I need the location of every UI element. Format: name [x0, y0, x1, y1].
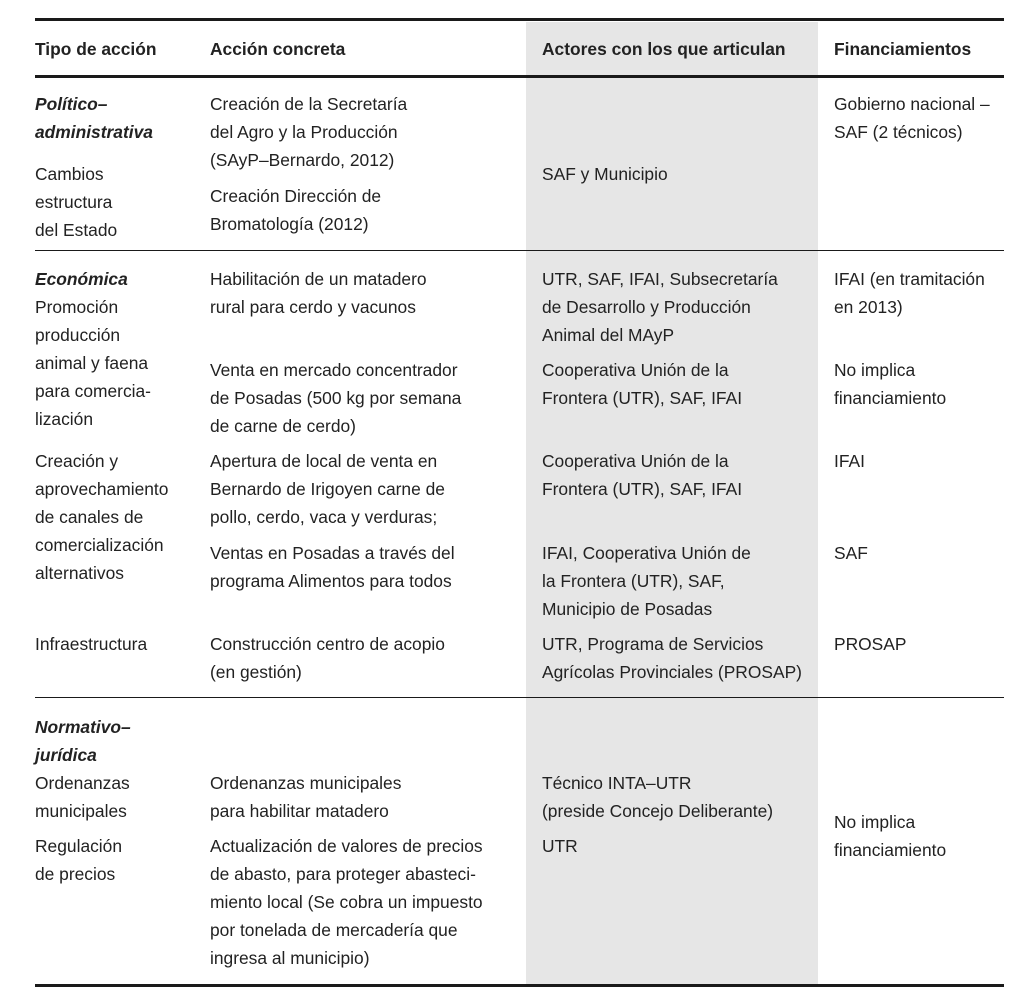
subcategory-label: municipales — [35, 801, 127, 821]
action-text: de Posadas (500 kg por semana — [210, 388, 462, 408]
subcategory-label: Promoción — [35, 297, 119, 317]
actors-text: Cooperativa Unión de la — [542, 451, 729, 471]
actors-text: Agrícolas Provinciales (PROSAP) — [542, 662, 802, 682]
category-label: administrativa — [35, 122, 153, 142]
subcategory-label: para comercia- — [35, 381, 151, 401]
actors-text: Técnico INTA–UTR — [542, 773, 692, 793]
actors-text: Animal del MAyP — [542, 325, 675, 345]
subcategory-label: estructura — [35, 192, 113, 212]
action-text: Venta en mercado concentrador — [210, 360, 458, 380]
header-accion-concreta: Acción concreta — [210, 39, 346, 59]
financing-text: SAF (2 técnicos) — [834, 122, 963, 142]
financing-text: Gobierno nacional – — [834, 94, 990, 114]
section-divider — [35, 697, 1004, 698]
actors-text: la Frontera (UTR), SAF, — [542, 571, 725, 591]
actors-text: UTR, SAF, IFAI, Subsecretaría — [542, 269, 778, 289]
financing-text: IFAI — [834, 451, 865, 471]
category-label: Político– — [35, 94, 108, 114]
action-text: para habilitar matadero — [210, 801, 389, 821]
action-text: Creación Dirección de — [210, 186, 382, 206]
subcategory-label: del Estado — [35, 220, 118, 240]
financing-text: IFAI (en tramitación — [834, 269, 985, 289]
action-text: Construcción centro de acopio — [210, 634, 445, 654]
subcategory-label: alternativos — [35, 563, 124, 583]
header-actores: Actores con los que articulan — [542, 39, 786, 59]
action-text: Ventas en Posadas a través del — [210, 543, 455, 563]
header-financiamientos: Financiamientos — [834, 39, 972, 59]
subcategory-label: Cambios — [35, 164, 104, 184]
action-text: Habilitación de un matadero — [210, 269, 427, 289]
actors-text: Cooperativa Unión de la — [542, 360, 729, 380]
financing-text: SAF — [834, 543, 868, 563]
action-text: pollo, cerdo, vaca y verduras; — [210, 507, 438, 527]
financing-text: No implica — [834, 812, 916, 832]
action-text: programa Alimentos para todos — [210, 571, 452, 591]
action-text: Apertura de local de venta en — [210, 451, 438, 471]
financing-text: PROSAP — [834, 634, 907, 654]
financing-text: No implica — [834, 360, 916, 380]
bottom-rule — [35, 984, 1004, 987]
action-text: de abasto, para proteger abasteci- — [210, 864, 476, 884]
actors-text: Frontera (UTR), SAF, IFAI — [542, 479, 743, 499]
subcategory-label: de precios — [35, 864, 116, 884]
top-rule — [35, 18, 1004, 21]
subcategory-label: Creación y — [35, 451, 119, 471]
action-text: de carne de cerdo) — [210, 416, 356, 436]
actors-text: de Desarrollo y Producción — [542, 297, 751, 317]
actors-text: Municipio de Posadas — [542, 599, 713, 619]
section-divider — [35, 250, 1004, 251]
subcategory-label: aprovechamiento — [35, 479, 169, 499]
action-text: por tonelada de mercadería que — [210, 920, 458, 940]
actors-text: UTR, Programa de Servicios — [542, 634, 764, 654]
subcategory-label: animal y faena — [35, 353, 149, 373]
subcategory-label: lización — [35, 409, 93, 429]
financing-text: financiamiento — [834, 388, 947, 408]
header-tipo-de-accion: Tipo de acción — [35, 39, 157, 59]
action-text: (en gestión) — [210, 662, 302, 682]
subcategory-label: Regulación — [35, 836, 123, 856]
header-rule — [35, 75, 1004, 78]
category-label: Normativo– — [35, 717, 131, 737]
category-label: Económica — [35, 269, 128, 289]
actors-text: SAF y Municipio — [542, 164, 668, 184]
action-text: Bromatología (2012) — [210, 214, 369, 234]
subcategory-label: Infraestructura — [35, 634, 148, 654]
subcategory-label: de canales de — [35, 507, 144, 527]
subcategory-label: producción — [35, 325, 121, 345]
actors-text: IFAI, Cooperativa Unión de — [542, 543, 751, 563]
action-text: ingresa al municipio) — [210, 948, 370, 968]
action-text: Bernardo de Irigoyen carne de — [210, 479, 445, 499]
actors-text: UTR — [542, 836, 578, 856]
subcategory-label: Ordenanzas — [35, 773, 130, 793]
actors-text: Frontera (UTR), SAF, IFAI — [542, 388, 743, 408]
action-text: Actualización de valores de precios — [210, 836, 483, 856]
actors-text: (preside Concejo Deliberante) — [542, 801, 774, 821]
action-text: rural para cerdo y vacunos — [210, 297, 416, 317]
subcategory-label: comercialización — [35, 535, 164, 555]
action-text: Creación de la Secretaría — [210, 94, 408, 114]
action-text: miento local (Se cobra un impuesto — [210, 892, 483, 912]
action-text: Ordenanzas municipales — [210, 773, 402, 793]
financing-text: en 2013) — [834, 297, 903, 317]
action-text: del Agro y la Producción — [210, 122, 398, 142]
action-text: (SAyP–Bernardo, 2012) — [210, 150, 395, 170]
financing-text: financiamiento — [834, 840, 947, 860]
category-label: jurídica — [35, 745, 97, 765]
